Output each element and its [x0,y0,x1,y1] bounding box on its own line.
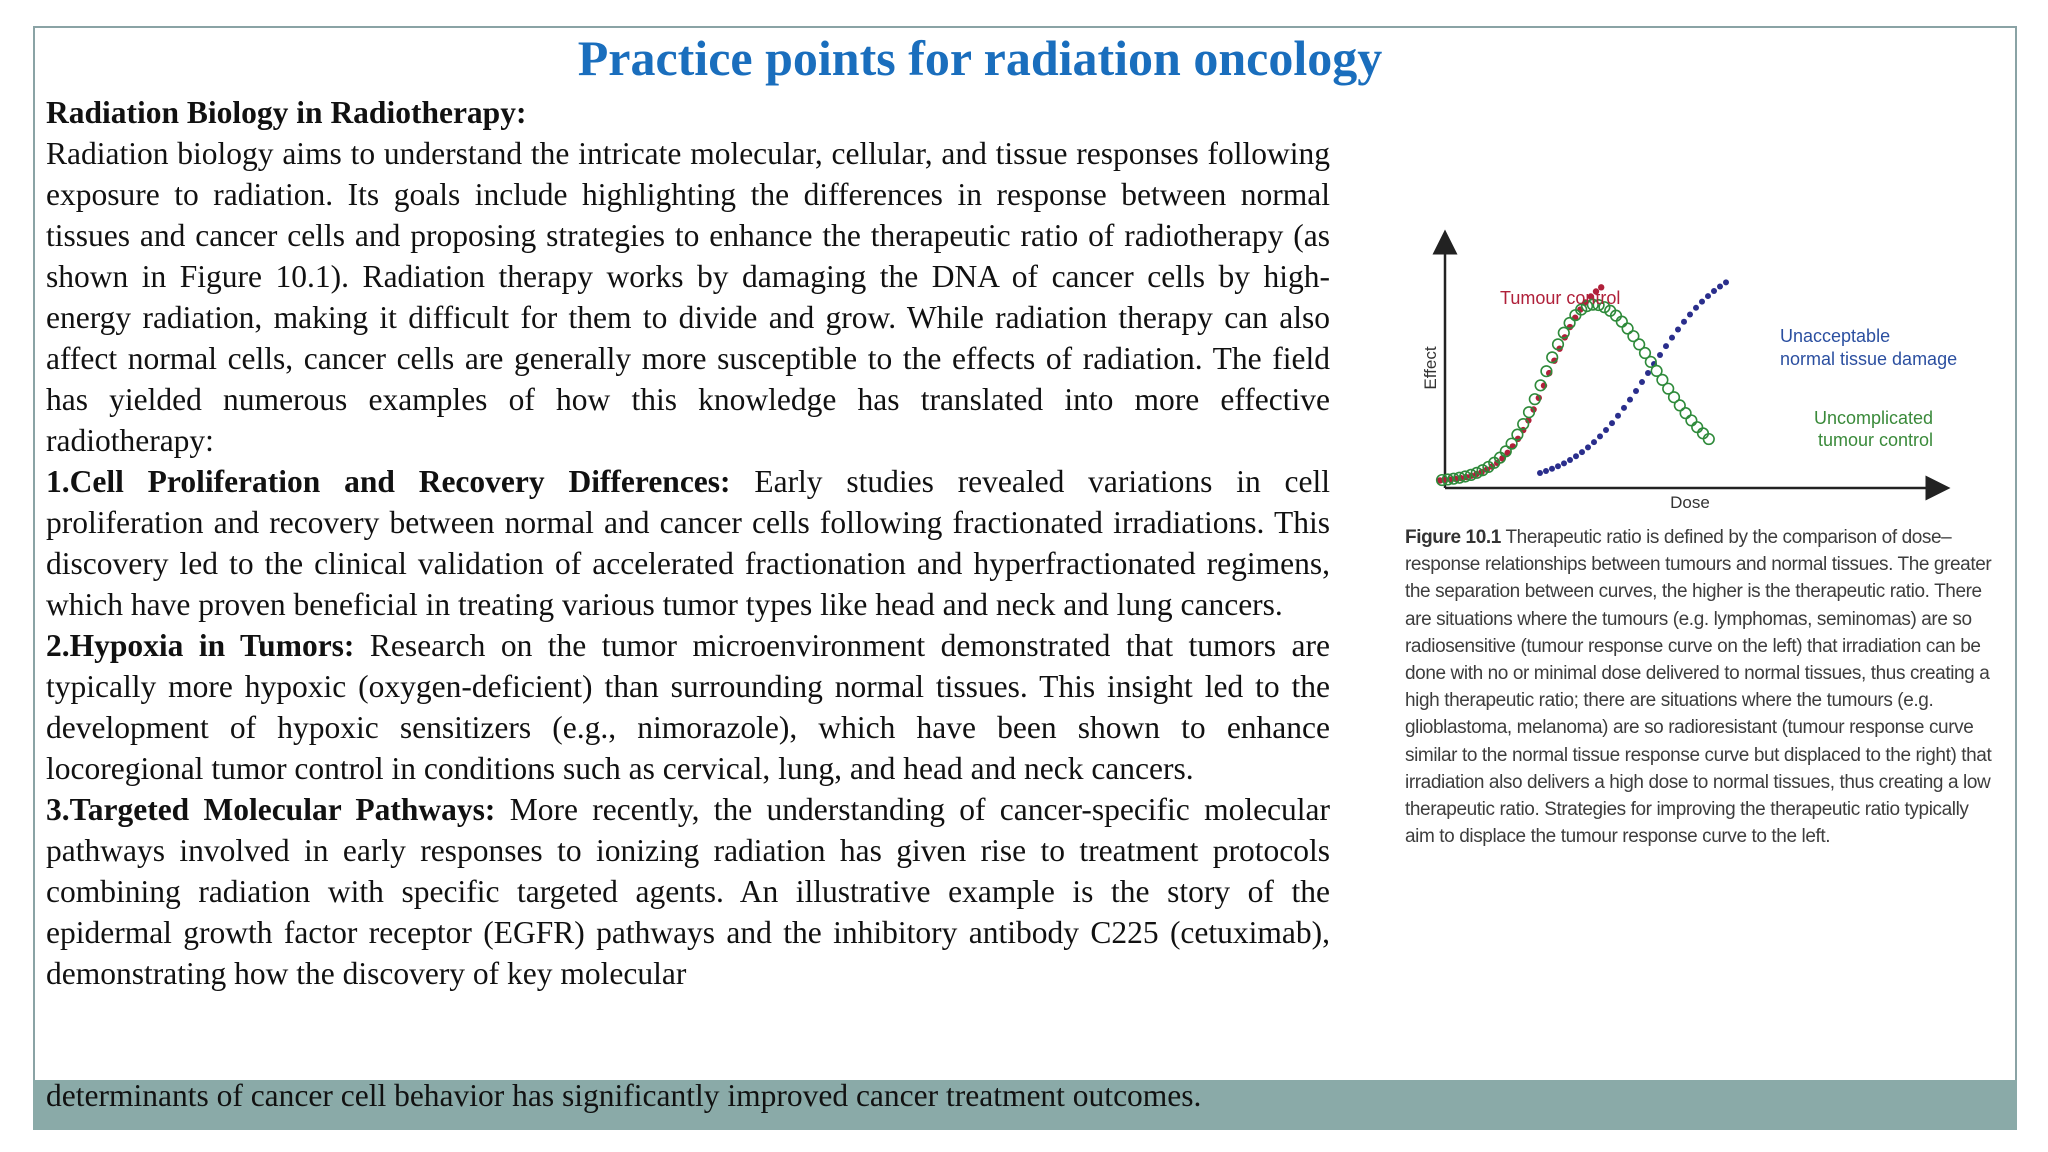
damage-label-2: normal tissue damage [1780,349,1958,369]
uncomplicated-label-1: Uncomplicated [1814,408,1934,428]
uncomplicated-point [1692,422,1703,433]
normal-tissue-point [1681,319,1687,325]
normal-tissue-point [1549,466,1555,472]
tumour-control-label: Tumour control [1500,288,1621,308]
point-2 [46,625,1330,789]
uncomplicated-point [1617,316,1628,327]
body-text [46,92,1330,994]
point-1 [46,461,1330,625]
curves [1437,279,1729,485]
normal-tissue-point [1621,405,1627,411]
uncomplicated-point [1622,323,1633,334]
normal-tissue-point [1585,444,1591,450]
normal-tissue-point [1573,453,1579,459]
normal-tissue-point [1597,433,1603,439]
point-3-text: More recently, the understanding of cancer-specific molecular pathways involved in early responses to ionizing radiation has given rise to treatment protocols combining radiation with specific targeted agents. An illustrative example is the story of the epidermal growth factor receptor (EGFR) pathways and the inhibitory antibody C225 (cetuximab), demonstrating how the discovery of key molecular [46,792,1331,991]
figure-caption-text: Therapeutic ratio is defined by the comparison of dose–response relationships between tumours and normal tissues. The greater the separation between curves, the higher is the therapeutic ratio. There are situations where the tumours (e.g. lymphomas, seminomas) are so radiosensitive (tumour response curve on the left) that irradiation can be done with no or minimal dose delivered to normal tissues, thus creating a high therapeutic ratio; there are situations where the tumours (e.g. glioblastoma, melanoma) are so radioresistant (tumour response curve similar to the normal tissue response curve but displaced to the right) that irradiation also delivers a high dose to normal tissues, thus creating a low therapeutic ratio. Strategies for improving the therapeutic ratio typically aim to displace the tumour response curve to the left. [1405,527,1992,848]
point-1-text: Early studies revealed variations in cell proliferation and recovery between normal and cancer cells following fractionated irradiations. This discovery led to the clinical validation of accelerated fractionation and hyperfractionated regimens, which have proven beneficial in treating various tumor types like head and neck and lung cancers. [46,464,1330,622]
normal-tissue-point [1591,439,1597,445]
point-2-text: Research on the tumor microenvironment demonstrated that tumors are typically more hypoxic (oxygen-deficient) than surrounding normal tissues. This insight led to the development of hypoxic sensitizers (e.g., nimorazole), which have been shown to enhance locoregional tumor control in conditions such as cervical, lung, and head and neck cancers. [46,628,1330,786]
y-axis-label: Effect [1421,346,1440,390]
page-title: Practice points for radiation oncology [577,30,1383,86]
normal-tissue-point [1543,468,1549,474]
point-3-label: 3.Targeted Molecular Pathways: [46,792,496,827]
normal-tissue-point [1711,288,1717,294]
normal-tissue-point [1609,420,1615,426]
normal-tissue-point [1627,397,1633,403]
intro-paragraph: Radiation biology aims to understand the intricate molecular, cellular, and tissue responses following exposure to radiation. Its goals include highlighting the differences in response between normal tissues and cancer cells and proposing strategies to enhance the therapeutic ratio of radiotherapy (as shown in Figure 10.1). Radiation therapy works by damaging the DNA of cancer cells by high-energy radiation, making it difficult for them to divide and grow. While radiation therapy can also affect normal cells, cancer cells are generally more susceptible to the effects of radiation. The field has yielded numerous examples of how this knowledge has translated into more effective radiotherapy: [46,136,1330,458]
normal-tissue-point [1723,279,1729,285]
normal-tissue-point [1561,460,1567,466]
normal-tissue-point [1555,463,1561,469]
normal-tissue-point [1699,299,1705,305]
normal-tissue-point [1663,343,1669,349]
normal-tissue-point [1705,293,1711,299]
damage-label-1: Unacceptable [1780,326,1891,346]
figure-caption [1405,524,1995,850]
normal-tissue-point [1537,470,1543,476]
section-heading: Radiation Biology in Radiotherapy: [46,95,527,130]
normal-tissue-point [1645,370,1651,376]
normal-tissue-point [1567,457,1573,463]
point-3 [46,789,1330,994]
normal-tissue-point [1669,335,1675,341]
x-axis-label: Dose [1670,493,1710,512]
uncomplicated-point [1680,408,1691,419]
normal-tissue-point [1639,379,1645,385]
point-2-label: 2.Hypoxia in Tumors: [46,628,355,663]
point-1-label: 1.Cell Proliferation and Recovery Differences: [46,464,731,499]
normal-tissue-point [1693,305,1699,311]
uncomplicated-label-2: tumour control [1818,430,1934,450]
figure-caption-label: Figure 10.1 [1405,527,1501,548]
final-line: determinants of cancer cell behavior has significantly improved cancer treatment outcomes. [46,1078,1202,1113]
normal-tissue-point [1615,413,1621,419]
normal-tissue-point [1603,427,1609,433]
normal-tissue-point [1717,283,1723,289]
normal-tissue-point [1687,312,1693,318]
normal-tissue-point [1657,352,1663,358]
uncomplicated-point [1686,415,1697,426]
normal-tissue-point [1579,449,1585,455]
normal-tissue-point [1633,388,1639,394]
normal-tissue-point [1675,326,1681,332]
